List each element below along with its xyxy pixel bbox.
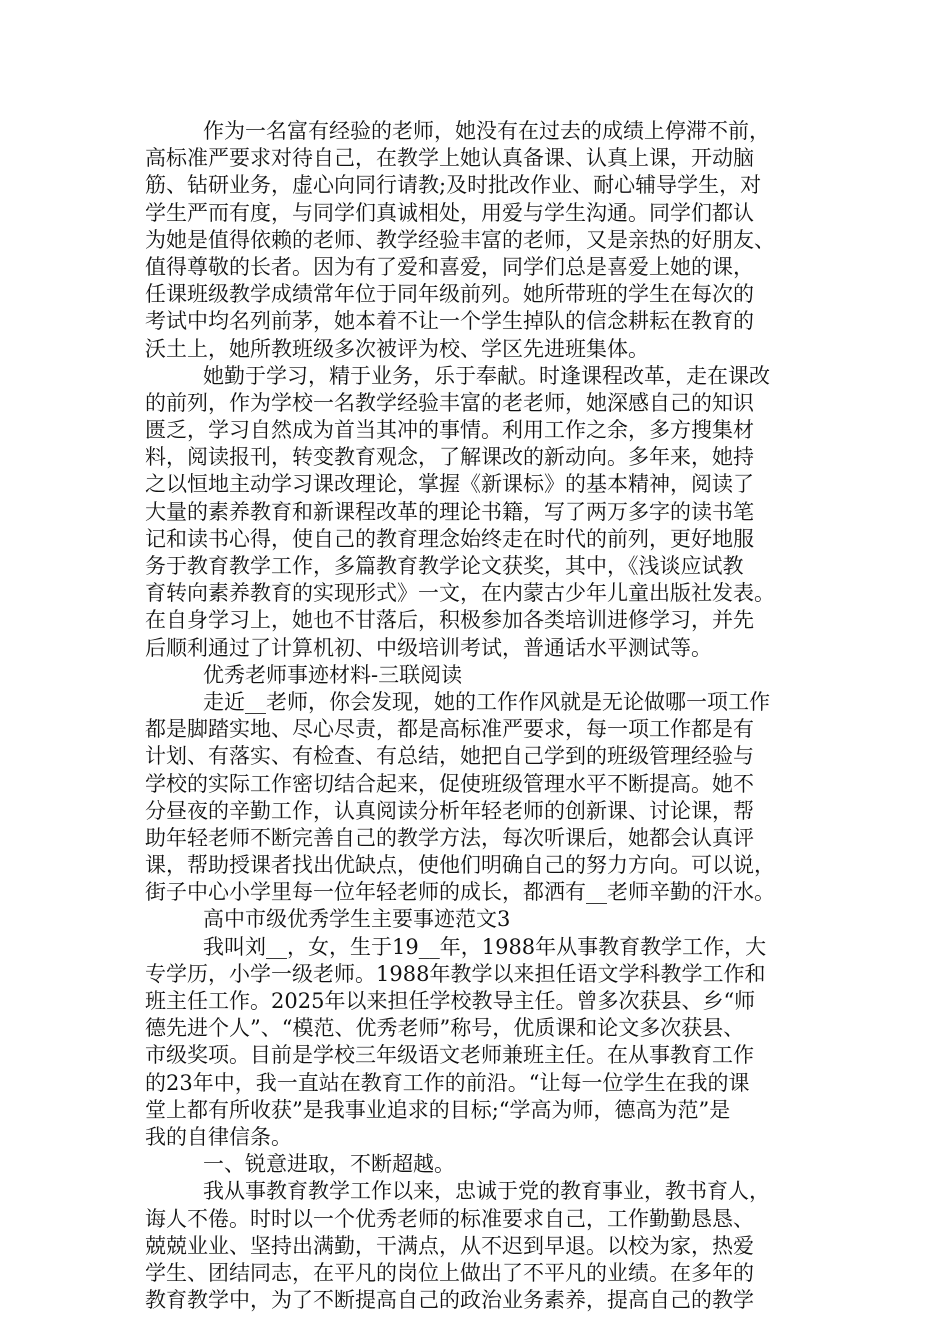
- paragraph-line: 育转向素养教育的实现形式》一文，在内蒙古少年儿童出版社发表。: [145, 581, 775, 606]
- paragraph-line: 兢兢业业、坚持出满勤，干满点，从不迟到早退。以校为家，热爱: [145, 1233, 754, 1258]
- document-body: [145, 118, 815, 1314]
- paragraph-line: 堂上都有所收获”是我事业追求的目标;“学高为师，德高为范”是: [145, 1097, 731, 1122]
- paragraph-line: 她勤于学习，精于业务，乐于奉献。时逢课程改革，走在课改: [203, 363, 770, 388]
- paragraph-line: 市级奖项。目前是学校三年级语文老师兼班主任。在从事教育工作: [145, 1043, 754, 1068]
- paragraph-line: 沃土上，她所教班级多次被评为校、学区先进班集体。: [145, 336, 649, 361]
- paragraph-line: 的前列，作为学校一名教学经验丰富的老老师，她深感自己的知识: [145, 390, 754, 415]
- paragraph-line: 走近__老师，你会发现，她的工作作风就是无论做哪一项工作: [203, 689, 770, 714]
- paragraph-line: 都是脚踏实地、尽心尽责，都是高标准严要求，每一项工作都是有: [145, 717, 754, 742]
- paragraph-line: 街子中心小学里每一位年轻老师的成长，都洒有__老师辛勤的汗水。: [145, 880, 775, 905]
- section-heading: 优秀老师事迹材料-三联阅读: [203, 662, 463, 687]
- paragraph-line: 匮乏，学习自然成为首当其冲的事情。利用工作之余，多方搜集材: [145, 418, 754, 443]
- paragraph-line: 我叫刘__，女，生于19__年，1988年从事教育教学工作，大: [203, 934, 767, 959]
- paragraph-line: 大量的素养教育和新课程改革的理论书籍，写了两万多字的读书笔: [145, 499, 754, 524]
- paragraph-line: 记和读书心得，使自己的教育理念始终走在时代的前列，更好地服: [145, 526, 754, 551]
- paragraph-line: 值得尊敬的长者。因为有了爱和喜爱，同学们总是喜爱上她的课，: [145, 254, 754, 279]
- paragraph-line: 在自身学习上，她也不甘落后，积极参加各类培训进修学习，并先: [145, 608, 754, 633]
- paragraph-line: 务于教育教学工作，多篇教育教学论文获奖，其中，《浅谈应试教: [145, 554, 744, 578]
- paragraph-line: 高标准严要求对待自己，在教学上她认真备课、认真上课，开动脑: [145, 146, 754, 171]
- paragraph-line: 班主任工作。2025年以来担任学校教导主任。曾多次获县、乡“师: [145, 989, 756, 1013]
- paragraph-line: 我从事教育教学工作以来，忠诚于党的教育事业，教书育人，: [203, 1179, 770, 1204]
- paragraph-line: 德先进个人”、“模范、优秀老师”称号，优质课和论文多次获县、: [145, 1016, 745, 1041]
- paragraph-line: 的23年中，我一直站在教育工作的前沿。“让每一位学生在我的课: [145, 1070, 750, 1095]
- section-heading: 一、锐意进取，不断超越。: [203, 1152, 455, 1177]
- paragraph-line: 考试中均名列前茅，她本着不让一个学生掉队的信念耕耘在教育的: [145, 309, 754, 334]
- paragraph-line: 为她是值得依赖的老师、教学经验丰富的老师，又是亲热的好朋友、: [145, 227, 775, 252]
- section-heading: 高中市级优秀学生主要事迹范文3: [203, 907, 511, 932]
- paragraph-line: 教育教学中，为了不断提高自己的政治业务素养，提高自己的教学: [145, 1288, 754, 1313]
- paragraph-line: 之以恒地主动学习课改理论，掌握《新课标》的基本精神，阅读了: [145, 472, 754, 497]
- paragraph-line: 分昼夜的辛勤工作，认真阅读分析年轻老师的创新课、讨论课，帮: [145, 798, 754, 823]
- paragraph-line: 诲人不倦。时时以一个优秀老师的标准要求自己，工作勤勤恳恳、: [145, 1206, 754, 1231]
- paragraph-line: 料，阅读报刊，转变教育观念，了解课改的新动向。多年来，她持: [145, 445, 754, 470]
- paragraph-line: 后顺利通过了计算机初、中级培训考试，普通话水平测试等。: [145, 635, 712, 660]
- paragraph-line: 专学历，小学一级老师。1988年教学以来担任语文学科教学工作和: [145, 961, 766, 986]
- paragraph-line: 作为一名富有经验的老师，她没有在过去的成绩上停滞不前，: [203, 119, 770, 143]
- paragraph-line: 计划、有落实、有检查、有总结，她把自己学到的班级管理经验与: [145, 744, 754, 769]
- paragraph-line: 助年轻老师不断完善自己的教学方法，每次听课后，她都会认真评: [145, 825, 754, 850]
- paragraph-line: 学生、团结同志，在平凡的岗位上做出了不平凡的业绩。在多年的: [145, 1260, 754, 1285]
- paragraph-line: 我的自律信条。: [145, 1124, 292, 1149]
- paragraph-line: 任课班级教学成绩常年位于同年级前列。她所带班的学生在每次的: [145, 282, 754, 307]
- paragraph-line: 学生严而有度，与同学们真诚相处，用爱与学生沟通。同学们都认: [145, 200, 754, 225]
- paragraph-line: 学校的实际工作密切结合起来，促使班级管理水平不断提高。她不: [145, 771, 754, 796]
- paragraph-line: 课，帮助授课者找出优缺点，使他们明确自己的努力方向。可以说，: [145, 853, 775, 878]
- paragraph-line: 筋、钻研业务，虚心向同行请教;及时批改作业、耐心辅导学生，对: [145, 173, 762, 198]
